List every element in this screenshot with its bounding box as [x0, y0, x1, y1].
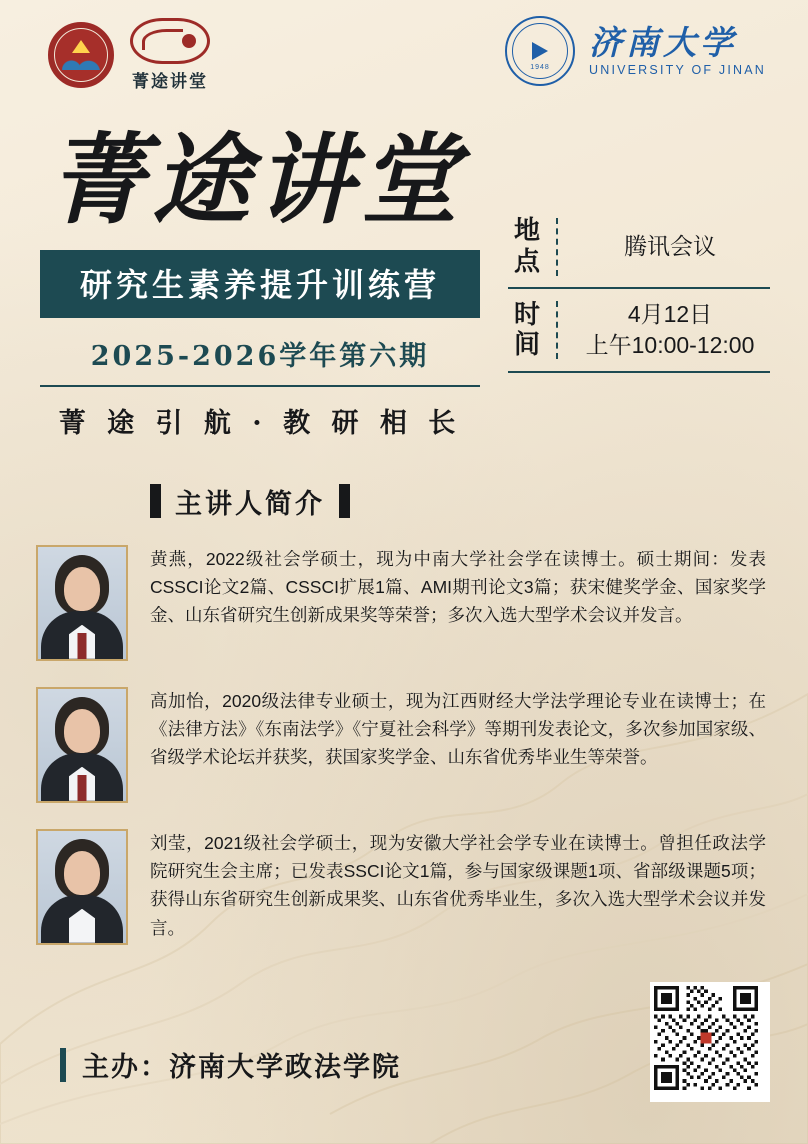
term-label: 2025-2026学年第六期 — [90, 340, 430, 372]
left-logo-group — [48, 18, 210, 92]
divider-line — [40, 385, 480, 387]
poster-title: 菁途讲堂 — [48, 123, 465, 238]
qr-code[interactable] — [650, 982, 770, 1102]
university-logo-group — [505, 16, 766, 86]
time-divider — [556, 301, 558, 359]
speaker-portrait-1 — [36, 545, 128, 661]
speakers-section-title: 主讲人简介 — [175, 488, 325, 520]
time-value — [572, 299, 768, 361]
location-divider — [556, 218, 558, 276]
speaker-item — [36, 687, 766, 803]
university-name-en: UNIVERSITY OF JINAN — [588, 62, 766, 77]
hero-left — [40, 123, 486, 440]
university-name-block — [588, 22, 766, 77]
slogan-text: 菁 途 引 航 · 教 研 相 长 — [58, 407, 462, 439]
section-bar-left — [150, 484, 161, 518]
jingtu-logo — [130, 18, 210, 92]
speaker-portrait-2 — [36, 687, 128, 803]
time-value-date: 4月12日 — [627, 301, 713, 328]
info-divider-bottom — [508, 371, 770, 373]
footer-section — [0, 998, 808, 1118]
jingtu-mark-icon — [130, 18, 210, 64]
program-banner: 研究生素养提升训练营 — [40, 250, 480, 318]
time-label: 时间 — [513, 299, 540, 361]
host-block — [60, 1045, 401, 1084]
university-founding-year: 1948 — [530, 64, 550, 71]
speaker-bio-2: 高加怡，2020级法律专业硕士，现为江西财经大学法学理论专业在读博士；在《法律方法》《东南法学》《宁夏社会科学》等期刊发表论文，多次参加国家级、省级学术论坛并获奖，获国家奖学金、山东省优秀毕业生等荣誉。 — [150, 690, 766, 768]
event-info-block — [508, 206, 768, 373]
location-label: 地点 — [513, 216, 540, 277]
speakers-section-header — [150, 482, 808, 521]
time-row — [508, 289, 768, 371]
time-value-range: 上午10:00-12:00 — [585, 332, 755, 359]
speaker-item — [36, 545, 766, 661]
speaker-portrait-3 — [36, 829, 128, 945]
location-row — [508, 206, 768, 287]
jingtu-logo-label: 菁途讲堂 — [132, 72, 208, 92]
speakers-list — [0, 545, 808, 945]
speaker-bio-3: 刘莹，2021级社会学硕士，现为安徽大学社会学专业在读博士。曾担任政法学院研究生会主席；已发表SSCI论文1篇，参与国家级课题1项、省部级课题5项；获得山东省研究生创新成果奖、山东省优秀毕业生，多次入选大型学术会议并发言。 — [150, 832, 766, 938]
university-name-cn: 济南大学 — [588, 22, 737, 62]
section-bar-right — [339, 484, 350, 518]
host-text: 主办：济南大学政法学院 — [82, 1052, 401, 1083]
school-seal-icon — [48, 22, 114, 88]
university-seal-icon — [505, 16, 575, 86]
location-value: 腾讯会议 — [624, 233, 716, 260]
speaker-item — [36, 829, 766, 945]
hero-section — [0, 123, 808, 440]
header-bar — [0, 0, 808, 108]
qr-code-icon — [654, 986, 758, 1090]
host-bar — [60, 1048, 66, 1082]
speaker-bio-1: 黄燕，2022级社会学硕士，现为中南大学社会学在读博士。硕士期间：发表CSSCI论文2篇、CSSCI扩展1篇、AMI期刊论文3篇；获宋健奖学金、国家奖学金、山东省研究生创新成果奖等荣誉；多次入选大型学术会议并发言。 — [150, 548, 766, 626]
